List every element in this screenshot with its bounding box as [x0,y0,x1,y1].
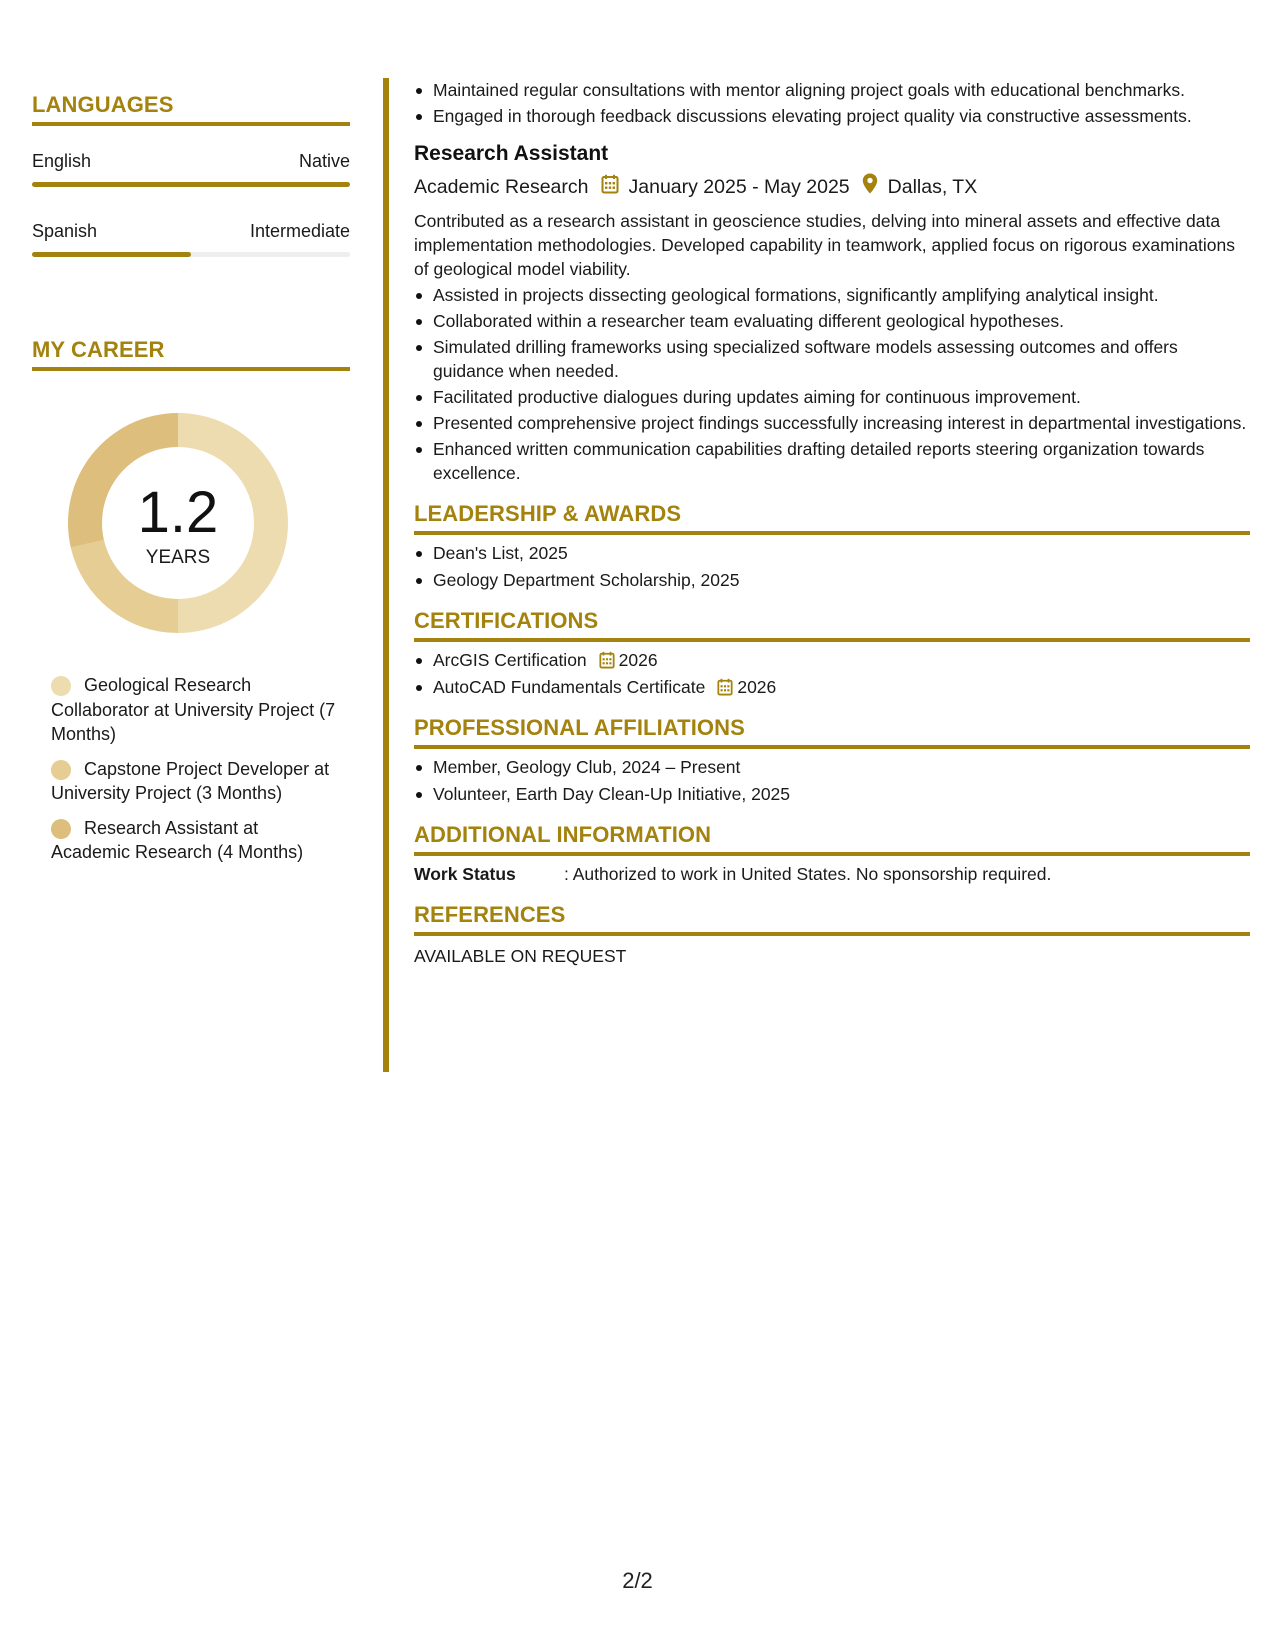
list-item: Volunteer, Earth Day Clean-Up Initiative, 2025 [414,782,1250,806]
career-legend [32,673,350,865]
career-legend-item [51,816,341,865]
work-status-value: : Authorized to work in United States. No sponsorship required. [564,864,1052,884]
legend-dot-icon [51,819,71,839]
job-entry [414,141,1250,485]
column-divider [383,78,389,1072]
affiliations-section [414,715,1250,806]
leadership-section [414,501,1250,592]
list-item: Member, Geology Club, 2024 – Present [414,755,1250,779]
certification-year: 2026 [618,650,658,670]
certification-name: ArcGIS Certification [433,650,587,670]
certification-item [414,675,1250,699]
location-pin-icon [862,173,878,201]
list-item: Geology Department Scholarship, 2025 [414,568,1250,592]
job-location: Dallas, TX [887,176,978,198]
left-column [32,92,350,865]
page-number: 2/2 [622,1568,653,1593]
calendar-icon [601,174,619,201]
references-heading-rule [414,932,1250,936]
legend-dot-icon [51,676,71,696]
list-item: Facilitated productive dialogues during updates aiming for continuous improvement. [414,385,1250,409]
language-item [32,150,350,187]
language-bar-fill [32,182,350,187]
work-status-label: Work Status [414,864,516,884]
career-donut-chart [66,411,290,635]
languages-heading-rule [32,122,350,126]
additional-info-section [414,822,1250,886]
leadership-heading: LEADERSHIP & AWARDS [414,501,682,526]
career-legend-item [51,673,341,747]
list-item: Simulated drilling frameworks using specialized software models assessing outcomes and offers guidance when needed. [414,335,1250,383]
job-summary: Contributed as a research assistant in geoscience studies, delving into mineral assets and effective data implementation methodologies. Developed capability in teamwork, applied focus on rigorous examinations of geological model viability. [414,211,1236,279]
career-heading: MY CAREER [32,337,165,362]
references-text: AVAILABLE ON REQUEST [414,946,627,966]
career-unit: YEARS [145,547,211,568]
career-legend-text: Research Assistant at Academic Research (4 Months) [51,817,304,862]
list-item: Presented comprehensive project findings successfully increasing interest in departmental investigations. [414,411,1250,435]
job-dates: January 2025 - May 2025 [628,176,850,198]
additional-info-heading-rule [414,852,1250,856]
affiliations-heading: PROFESSIONAL AFFILIATIONS [414,715,745,740]
job-meta [414,173,1250,201]
list-item: Assisted in projects dissecting geological formations, significantly amplifying analytical insight. [414,283,1250,307]
certification-name: AutoCAD Fundamentals Certificate [433,677,706,697]
additional-info-heading: ADDITIONAL INFORMATION [414,822,712,847]
right-column [414,78,1250,968]
list-item: Dean's List, 2025 [414,541,1250,565]
list-item: Engaged in thorough feedback discussions elevating project quality via constructive assessments. [414,104,1250,128]
job-title: Research Assistant [414,142,609,165]
list-item: Maintained regular consultations with mentor aligning project goals with educational benchmarks. [414,78,1250,102]
list-item: Enhanced written communication capabilities drafting detailed reports steering organization towards excellence. [414,437,1250,485]
certifications-heading: CERTIFICATIONS [414,608,599,633]
language-bar [32,182,350,187]
references-section [414,902,1250,968]
references-heading: REFERENCES [414,902,566,927]
calendar-icon [717,678,733,696]
previous-job-bullets [414,78,1250,128]
job-company: Academic Research [414,176,589,198]
language-bar-fill [32,252,191,257]
certifications-section [414,608,1250,699]
career-legend-item [51,757,341,806]
career-heading-rule [32,367,350,371]
legend-dot-icon [51,760,71,780]
career-section [32,337,350,865]
language-item [32,220,350,257]
job-bullets [414,283,1250,485]
career-legend-text: Geological Research Collaborator at University Project (7 Months) [51,675,336,744]
leadership-heading-rule [414,531,1250,535]
certifications-heading-rule [414,638,1250,642]
certification-item [414,648,1250,672]
languages-heading: LANGUAGES [32,92,174,117]
list-item: Collaborated within a researcher team evaluating different geological hypotheses. [414,309,1250,333]
affiliations-heading-rule [414,745,1250,749]
language-name: Spanish [32,221,98,241]
language-level: Intermediate [249,221,350,241]
calendar-icon [599,651,615,669]
certification-year: 2026 [737,677,777,697]
language-bar [32,252,350,257]
language-name: English [32,151,92,171]
career-legend-text: Capstone Project Developer at University Project (3 Months) [51,758,330,803]
work-status-row [414,862,1250,886]
languages-section [32,92,350,257]
language-level: Native [298,151,350,171]
career-total: 1.2 [137,480,219,545]
